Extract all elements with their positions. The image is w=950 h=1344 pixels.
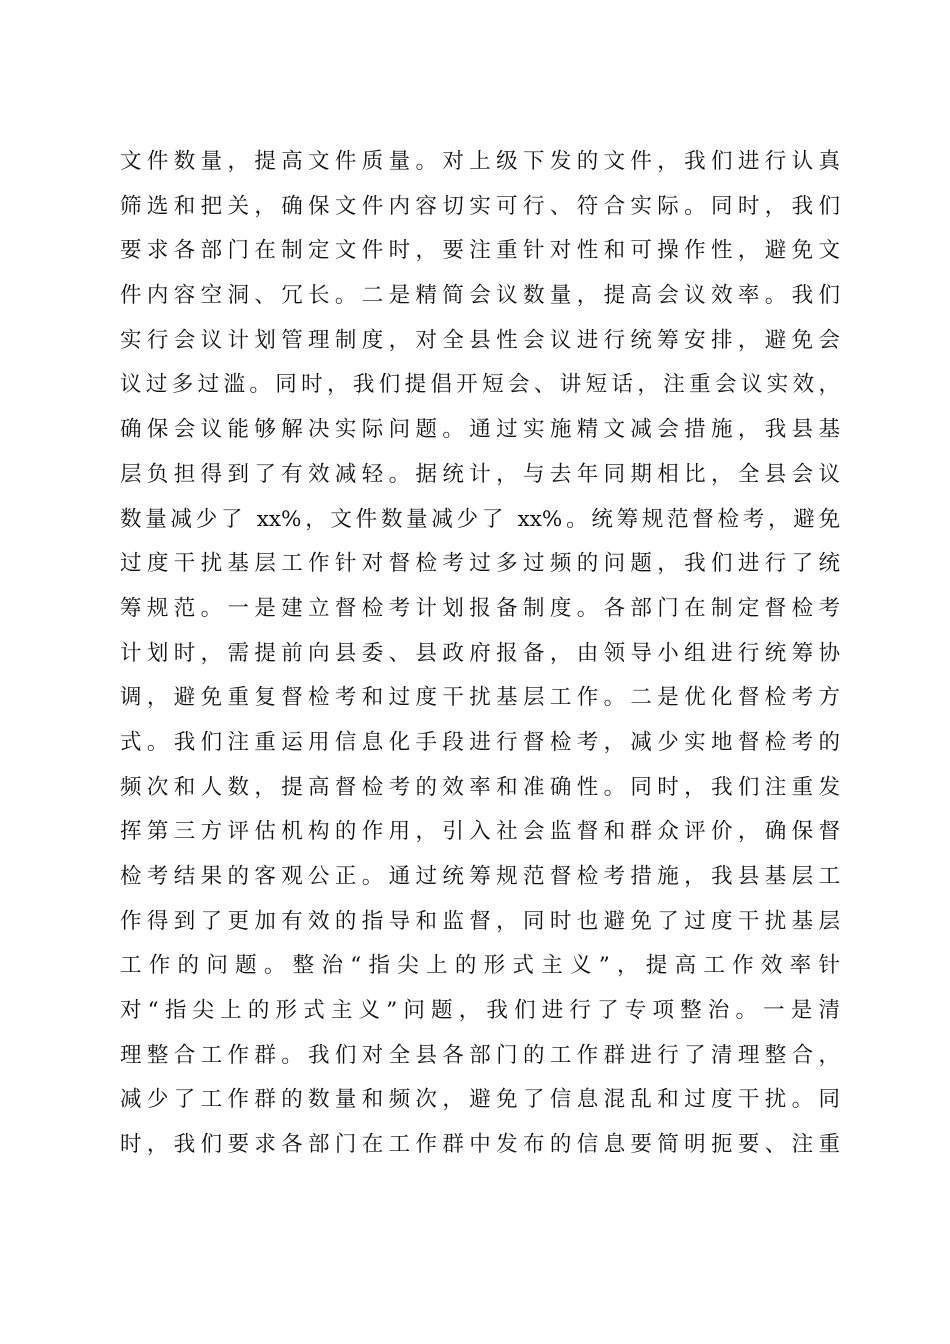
text-line: 议过多过滥。同时，我们提倡开短会、讲短话，注重会议实效， bbox=[120, 372, 840, 398]
text-line: 时，我们要求各部门在工作群中发布的信息要简明扼要、注重 bbox=[120, 1132, 840, 1158]
text-line: 挥第三方评估机构的作用，引入社会监督和群众评价，确保督 bbox=[120, 819, 840, 845]
text-line: 确保会议能够解决实际问题。通过实施精文减会措施，我县基 bbox=[120, 417, 840, 443]
text-line: 作得到了更加有效的指导和监督，同时也避免了过度干扰基层 bbox=[120, 908, 840, 934]
text-line: 计划时，需提前向县委、县政府报备，由领导小组进行统筹协 bbox=[120, 640, 840, 666]
text-line: 频次和人数，提高督检考的效率和准确性。同时，我们注重发 bbox=[120, 774, 840, 800]
text-line: 文件数量，提高文件质量。对上级下发的文件，我们进行认真 bbox=[120, 149, 840, 174]
text-line: 过度干扰基层工作针对督检考过多过频的问题，我们进行了统 bbox=[120, 551, 840, 577]
text-line: 理整合工作群。我们对全县各部门的工作群进行了清理整合， bbox=[120, 1042, 840, 1068]
text-line: 对“指尖上的形式主义”问题，我们进行了专项整治。一是清 bbox=[120, 998, 840, 1024]
text-line: 工作的问题。整治“指尖上的形式主义”，提高工作效率针 bbox=[120, 953, 840, 979]
text-line: 筛选和把关，确保文件内容切实可行、符合实际。同时，我们 bbox=[120, 193, 840, 219]
text-line: 实行会议计划管理制度，对全县性会议进行统筹安排，避免会 bbox=[120, 327, 840, 353]
text-line: 调，避免重复督检考和过度干扰基层工作。二是优化督检考方 bbox=[120, 685, 840, 711]
text-line: 层负担得到了有效减轻。据统计，与去年同期相比，全县会议 bbox=[120, 461, 840, 487]
text-line: 数量减少了 xx%，文件数量减少了 xx%。统筹规范督检考，避免 bbox=[120, 506, 840, 532]
text-line: 筹规范。一是建立督检考计划报备制度。各部门在制定督检考 bbox=[120, 595, 840, 621]
text-line: 检考结果的客观公正。通过统筹规范督检考措施，我县基层工 bbox=[120, 864, 840, 889]
text-line: 要求各部门在制定文件时，要注重针对性和可操作性，避免文 bbox=[120, 238, 840, 264]
text-line: 式。我们注重运用信息化手段进行督检考，减少实地督检考的 bbox=[120, 729, 840, 755]
text-line: 件内容空洞、冗长。二是精简会议数量，提高会议效率。我们 bbox=[120, 283, 840, 309]
body-paragraph bbox=[120, 140, 840, 1168]
text-line: 减少了工作群的数量和频次，避免了信息混乱和过度干扰。同 bbox=[120, 1087, 840, 1113]
